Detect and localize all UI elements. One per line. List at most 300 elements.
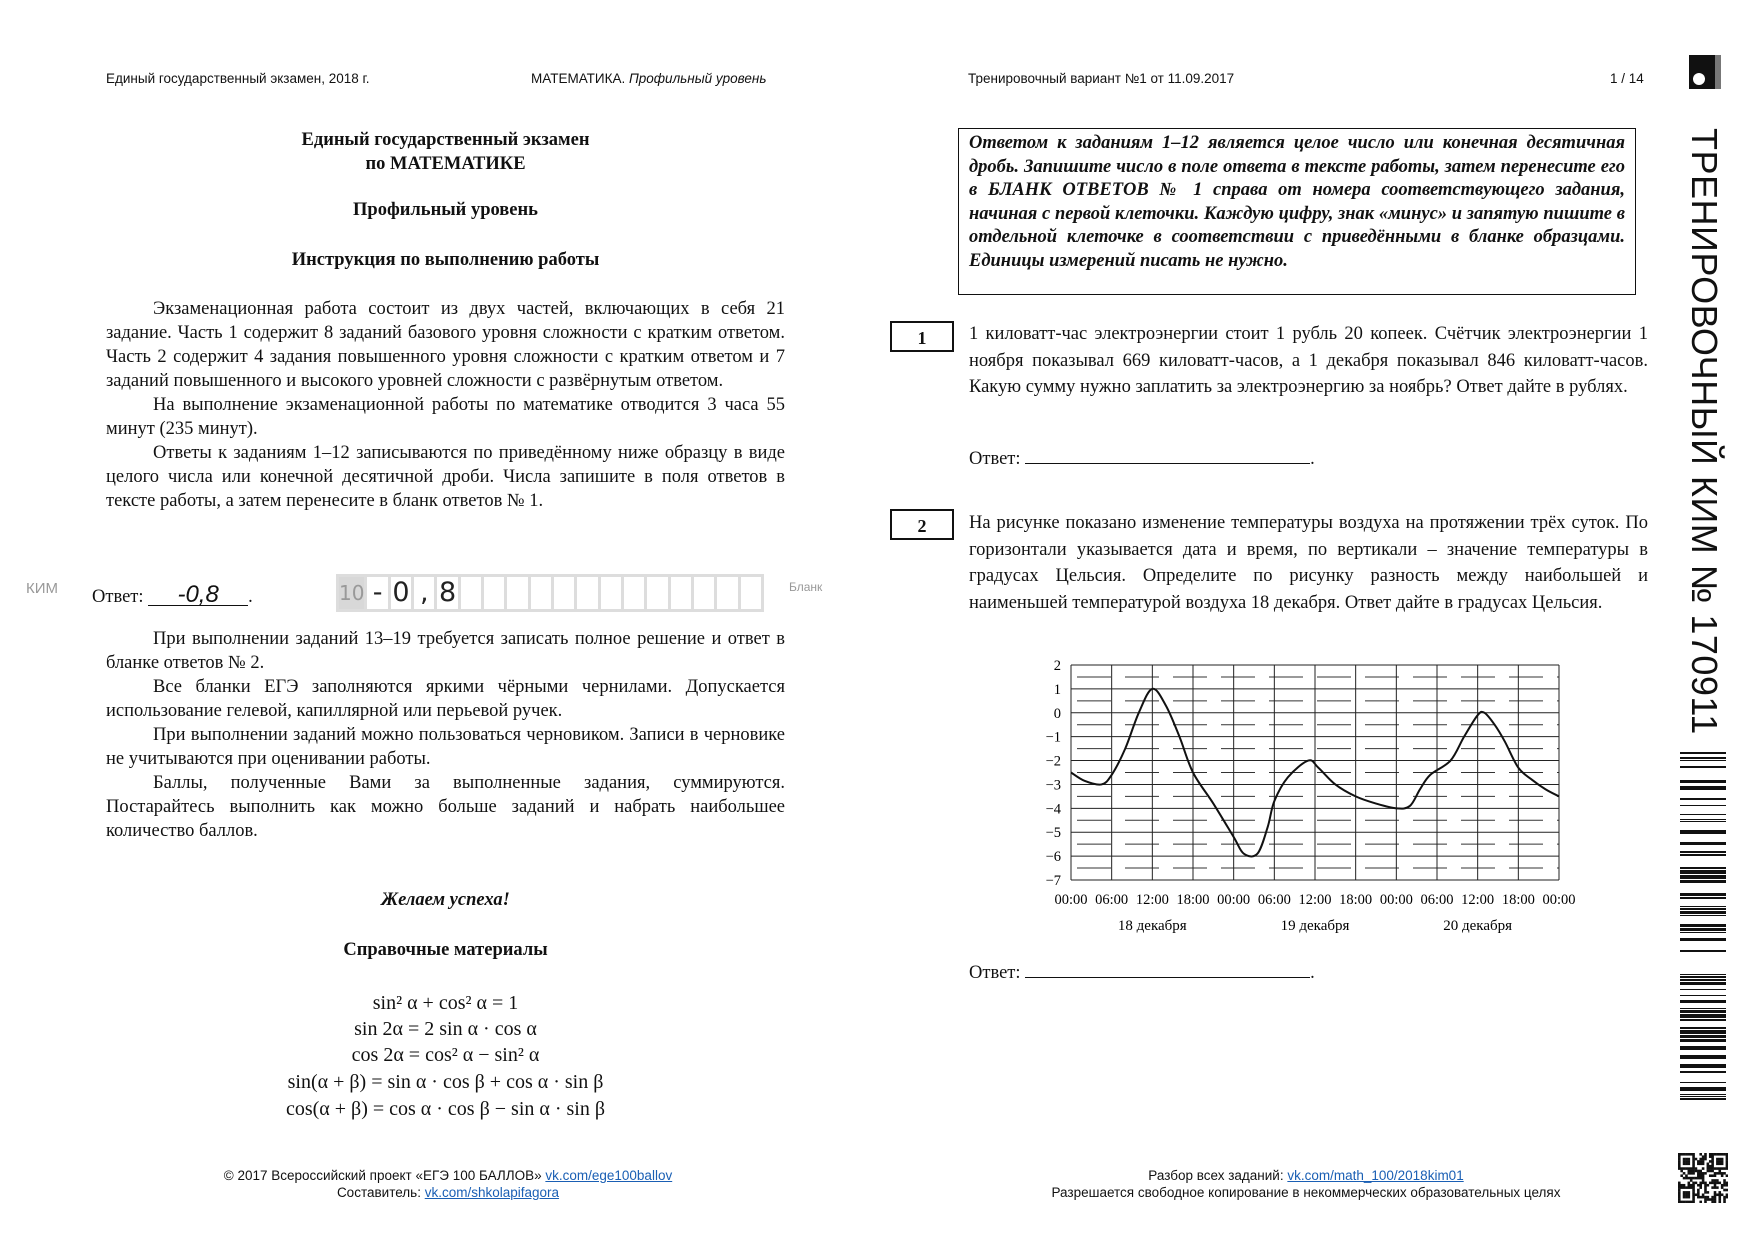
qr-module (1692, 1186, 1695, 1189)
qr-module (1718, 1196, 1721, 1199)
barcode-bar (1680, 989, 1726, 990)
qr-module (1707, 1184, 1710, 1187)
barcode-bar (1680, 995, 1726, 996)
barcode-bar (1680, 938, 1726, 941)
paragraph: Экзаменационная работа состоит из двух частей, включающих в себя 21 задание. Часть 1 содержит 8 заданий базового уровня сложности с кратким ответом. Часть 2 содержит 4 задания повышенного уровня сложности с кратким ответом и 7 заданий повышенного и высокого уровней сложности с развёрнутым ответом. (106, 299, 785, 391)
qr-module (1718, 1182, 1721, 1185)
qr-module (1692, 1182, 1695, 1185)
barcode-bar (1680, 950, 1726, 952)
qr-module (1702, 1182, 1705, 1185)
qr-module (1699, 1153, 1702, 1156)
formula: cos(α + β) = cos α · cos β − sin α · sin β (285, 1098, 606, 1120)
footer-right (956, 1167, 1656, 1201)
paragraph: При выполнении заданий можно пользоваться черновиком. Записи в черновике не учитываются при оценивании работы. (106, 725, 785, 769)
paragraph: Баллы, полученные Вами за выполненные задания, суммируются. Постарайтесь выполнить как можно больше заданий и набрать наибольшее количество баллов. (106, 773, 785, 841)
barcode-bar (1680, 875, 1726, 879)
barcode-bar (1680, 1035, 1726, 1038)
barcode-bar (1680, 932, 1726, 933)
qr-module (1702, 1196, 1705, 1199)
answer-cell: 0 (392, 577, 410, 608)
notice-box: Ответом к заданиям 1–12 является целое число или конечная десятичная дробь. Запишите число в поле ответа в тексте работы, затем перенесите его в БЛАНК ОТВЕТОВ № 1 справа от номера соответствующего задания, начиная с первой клеточки. Каждую цифру, знак «минус» и запятую пишите в отдельной клеточке в соответствии с приведёнными в бланке образцами. Единицы измерений писать не нужно. (958, 128, 1636, 295)
barcode-bar (1680, 880, 1726, 883)
qr-module (1726, 1193, 1728, 1196)
qr-module (1692, 1170, 1695, 1173)
qr-module (1711, 1155, 1714, 1158)
qr-module (1697, 1191, 1700, 1194)
answer-cell (624, 577, 644, 609)
qr-module (1709, 1165, 1712, 1168)
qr-module (1683, 1184, 1686, 1187)
qr-module (1709, 1153, 1712, 1156)
qr-module (1685, 1158, 1688, 1161)
qr-module (1702, 1193, 1705, 1196)
kim-label: КИМ (26, 580, 59, 597)
qr-module (1683, 1167, 1686, 1170)
qr-module (1699, 1170, 1702, 1173)
qr-module (1678, 1160, 1681, 1163)
qr-module (1699, 1172, 1702, 1175)
barcode-bar (1680, 906, 1726, 907)
answer-cell: , (414, 577, 434, 609)
qr-module (1692, 1167, 1695, 1170)
qr-module (1688, 1163, 1691, 1166)
answer-cell: 10 (339, 577, 364, 609)
paragraph: Все бланки ЕГЭ заполняются яркими чёрными чернилами. Допускается использование гелевой, капиллярной или перьевой ручек. (106, 677, 785, 721)
barcode-bar (1680, 786, 1726, 790)
qr-module (1695, 1158, 1698, 1161)
qr-module (1678, 1165, 1681, 1168)
qr-module (1704, 1158, 1707, 1161)
qr-module (1716, 1158, 1719, 1161)
x-tick-label: 12:00 (1461, 892, 1495, 908)
qr-module (1707, 1198, 1710, 1201)
link-ege100ballov[interactable]: vk.com/ege100ballov (545, 1168, 673, 1183)
barcode-bar (1680, 928, 1726, 931)
qr-module (1688, 1191, 1691, 1194)
barcode-bar (1680, 897, 1726, 899)
answer-cell (484, 577, 504, 609)
qr-module (1718, 1172, 1721, 1175)
y-tick-label: −5 (1045, 825, 1061, 842)
barcode-bar (1680, 893, 1726, 896)
title-line-2: по МАТЕМАТИКЕ (365, 154, 526, 174)
qr-module (1695, 1167, 1698, 1170)
qr-module (1714, 1201, 1717, 1203)
qr-module (1699, 1160, 1702, 1163)
qr-module (1690, 1201, 1693, 1203)
qr-module (1721, 1184, 1724, 1187)
barcode-bar (1680, 780, 1726, 783)
temperature-chart (1030, 650, 1590, 940)
qr-module (1718, 1158, 1721, 1161)
barcode-bar (1680, 915, 1726, 916)
barcode-bar (1680, 854, 1726, 856)
barcode-bar (1680, 766, 1726, 768)
qr-module (1709, 1182, 1712, 1185)
x-tick-label: 00:00 (1217, 892, 1251, 908)
barcode-bar (1680, 974, 1726, 975)
qr-module (1678, 1184, 1681, 1187)
qr-module (1692, 1160, 1695, 1163)
answer-field-2[interactable]: Ответ: . (969, 959, 1315, 984)
qr-module (1688, 1182, 1691, 1185)
qr-module (1716, 1167, 1719, 1170)
qr-module (1721, 1193, 1724, 1196)
handwritten-answer: -0,8 (148, 585, 248, 606)
qr-module (1716, 1186, 1719, 1189)
qr-module (1683, 1153, 1686, 1156)
qr-module (1699, 1201, 1702, 1203)
qr-module (1726, 1174, 1728, 1177)
instructions-bottom (106, 627, 785, 843)
barcode-bar (1680, 1008, 1726, 1009)
qr-module (1721, 1167, 1724, 1170)
y-tick-label: −3 (1045, 777, 1061, 794)
qr-module (1678, 1158, 1681, 1161)
qr-module (1690, 1179, 1693, 1182)
header-variant: Тренировочный вариант №1 от 11.09.2017 (968, 71, 1235, 86)
barcode-bar (1680, 814, 1726, 815)
qr-module (1726, 1184, 1728, 1187)
qr-module (1714, 1172, 1717, 1175)
barcode-bar (1680, 1094, 1726, 1095)
barcode-bar (1680, 1039, 1726, 1042)
qr-module (1704, 1153, 1707, 1156)
qr-module (1726, 1167, 1728, 1170)
qr-module (1716, 1182, 1719, 1185)
qr-module (1678, 1198, 1681, 1201)
answer-field-1[interactable]: Ответ: . (969, 445, 1315, 470)
qr-module (1726, 1165, 1728, 1168)
level: Профильный уровень (628, 71, 767, 86)
x-tick-label: 12:00 (1135, 892, 1169, 908)
qr-module (1723, 1189, 1726, 1192)
qr-module (1721, 1153, 1724, 1156)
qr-module (1711, 1186, 1714, 1189)
barcode-bar (1680, 870, 1726, 874)
qr-module (1721, 1174, 1724, 1177)
y-tick-label: −6 (1045, 849, 1061, 866)
qr-module (1704, 1186, 1707, 1189)
level-heading: Профильный уровень (353, 200, 538, 220)
qr-module (1726, 1160, 1728, 1163)
y-tick-label: −4 (1045, 801, 1061, 818)
qr-module (1690, 1167, 1693, 1170)
qr-module (1690, 1153, 1693, 1156)
qr-module (1678, 1186, 1681, 1189)
y-tick-label: 1 (1053, 681, 1061, 698)
qr-module (1711, 1196, 1714, 1199)
footer-left (148, 1167, 748, 1201)
qr-module (1688, 1158, 1691, 1161)
qr-module (1697, 1184, 1700, 1187)
qr-module (1723, 1153, 1726, 1156)
qr-module (1692, 1201, 1695, 1203)
qr-module (1723, 1172, 1726, 1175)
answer-cell (717, 577, 737, 609)
barcode-bar (1680, 1055, 1726, 1059)
qr-module (1718, 1163, 1721, 1166)
qr-module (1680, 1186, 1683, 1189)
qr-module (1688, 1193, 1691, 1196)
qr-module (1692, 1193, 1695, 1196)
qr-module (1685, 1193, 1688, 1196)
qr-module (1692, 1172, 1695, 1175)
qr-module (1685, 1186, 1688, 1189)
qr-module (1683, 1163, 1686, 1166)
qr-module (1685, 1177, 1688, 1180)
qr-module (1697, 1193, 1700, 1196)
qr-module (1711, 1182, 1714, 1185)
qr-module (1688, 1186, 1691, 1189)
barcode-bar (1680, 1046, 1726, 1050)
answer-label: Ответ: (92, 587, 144, 607)
qr-module (1723, 1182, 1726, 1185)
qr-module (1726, 1158, 1728, 1161)
qr-module (1697, 1189, 1700, 1192)
qr-module (1683, 1186, 1686, 1189)
qr-module (1702, 1177, 1705, 1180)
qr-module (1678, 1167, 1681, 1170)
qr-module (1697, 1177, 1700, 1180)
qr-module (1685, 1160, 1688, 1163)
qr-module (1723, 1198, 1726, 1201)
answer-cell (507, 577, 527, 609)
qr-module (1716, 1163, 1719, 1166)
qr-module (1723, 1196, 1726, 1199)
barcode-bar (1680, 1064, 1726, 1068)
qr-module (1714, 1184, 1717, 1187)
sample-answer: Ответ: -0,8 . (92, 581, 253, 608)
answer-cell (554, 577, 574, 609)
answer-cell (531, 577, 551, 609)
qr-module (1690, 1177, 1693, 1180)
solutions-label: Разбор всех заданий: (1148, 1168, 1284, 1183)
qr-module (1699, 1177, 1702, 1180)
qr-module (1695, 1193, 1698, 1196)
x-tick-label: 00:00 (1379, 892, 1413, 908)
answer-cell (601, 577, 621, 609)
qr-module (1704, 1184, 1707, 1187)
qr-module (1723, 1201, 1726, 1203)
qr-module (1723, 1167, 1726, 1170)
qr-module (1692, 1163, 1695, 1166)
qr-module (1685, 1163, 1688, 1166)
qr-module (1702, 1167, 1705, 1170)
qr-module (1726, 1189, 1728, 1192)
qr-module (1678, 1153, 1681, 1156)
barcode-bar (1680, 1071, 1726, 1073)
barcode-bar (1680, 821, 1726, 822)
qr-module (1688, 1184, 1691, 1187)
x-tick-label: 00:00 (1542, 892, 1576, 908)
qr-module (1707, 1170, 1710, 1173)
answer-cell (694, 577, 714, 609)
date-label: 19 декабря (1280, 918, 1350, 934)
qr-module (1707, 1163, 1710, 1166)
qr-module (1709, 1170, 1712, 1173)
qr-module (1704, 1198, 1707, 1201)
qr-module (1718, 1170, 1721, 1173)
qr-module (1695, 1170, 1698, 1173)
qr-module (1692, 1153, 1695, 1156)
x-tick-label: 18:00 (1501, 892, 1535, 908)
qr-module (1707, 1167, 1710, 1170)
qr-module (1683, 1158, 1686, 1161)
x-tick-label: 06:00 (1420, 892, 1454, 908)
qr-module (1711, 1174, 1714, 1177)
qr-module (1697, 1160, 1700, 1163)
qr-module (1704, 1155, 1707, 1158)
qr-module (1718, 1191, 1721, 1194)
x-tick-label: 18:00 (1339, 892, 1373, 908)
qr-module (1718, 1201, 1721, 1203)
qr-module (1718, 1160, 1721, 1163)
qr-module (1680, 1174, 1683, 1177)
qr-module (1678, 1201, 1681, 1203)
answer-cell (671, 577, 691, 609)
qr-module (1716, 1193, 1719, 1196)
qr-module (1678, 1196, 1681, 1199)
qr-module (1711, 1158, 1714, 1161)
qr-module (1688, 1153, 1691, 1156)
title-line-1: Единый государственный экзамен (301, 130, 590, 150)
qr-module (1704, 1189, 1707, 1192)
blank-label: Бланк (789, 580, 823, 594)
qr-module (1697, 1170, 1700, 1173)
qr-module (1688, 1167, 1691, 1170)
x-tick-label: 06:00 (1095, 892, 1129, 908)
qr-module (1711, 1165, 1714, 1168)
qr-module (1718, 1167, 1721, 1170)
qr-module (1711, 1163, 1714, 1166)
qr-module (1692, 1196, 1695, 1199)
answer-label: Ответ: (969, 963, 1021, 983)
qr-module (1692, 1189, 1695, 1192)
answer-cell (461, 577, 481, 609)
formula: sin(α + β) = sin α · cos β + cos α · sin β (287, 1071, 604, 1093)
barcode-bar (1680, 842, 1726, 845)
qr-module (1714, 1198, 1717, 1201)
qr-module (1699, 1186, 1702, 1189)
qr-module (1711, 1201, 1714, 1203)
barcode-bar (1680, 830, 1726, 834)
qr-module (1714, 1153, 1717, 1156)
qr-module (1714, 1196, 1717, 1199)
qr-module (1695, 1177, 1698, 1180)
x-tick-label: 00:00 (1054, 892, 1088, 908)
qr-module (1714, 1179, 1717, 1182)
y-tick-label: −2 (1045, 753, 1061, 770)
qr-module (1685, 1196, 1688, 1199)
barcode-bar (1680, 805, 1726, 806)
qr-module (1678, 1191, 1681, 1194)
qr-module (1678, 1163, 1681, 1166)
reference-heading: Справочные материалы (343, 940, 548, 960)
qr-module (1704, 1182, 1707, 1185)
qr-module (1726, 1155, 1728, 1158)
formula: cos 2α = cos² α − sin² α (351, 1044, 540, 1066)
qr-module (1726, 1163, 1728, 1166)
barcode-bar (1680, 752, 1726, 754)
answer-cell: 8 (439, 577, 457, 608)
paragraph: Ответы к заданиям 1–12 записываются по приведённому ниже образцу в виде целого числа или конечной десятичной дроби. Числа запишите в поля ответов в тексте работы, а затем перенесите в бланк ответов № 1. (106, 443, 785, 511)
link-math100[interactable]: vk.com/math_100/2018kim01 (1287, 1168, 1464, 1183)
paragraph: При выполнении заданий 13–19 требуется записать полное решение и ответ в бланке ответов № 2. (106, 629, 785, 673)
header-exam: Единый государственный экзамен, 2018 г. (106, 71, 370, 86)
qr-module (1688, 1201, 1691, 1203)
qr-module (1690, 1184, 1693, 1187)
barcode-bar (1680, 976, 1726, 978)
barcode-bar (1680, 1087, 1726, 1091)
qr-module (1702, 1179, 1705, 1182)
link-shkolapifagora[interactable]: vk.com/shkolapifagora (424, 1185, 560, 1200)
qr-module (1723, 1179, 1726, 1182)
formula: sin² α + cos² α = 1 (372, 992, 519, 1014)
qr-module (1692, 1177, 1695, 1180)
date-label: 18 декабря (1117, 918, 1187, 934)
qr-module (1688, 1160, 1691, 1163)
qr-module (1716, 1172, 1719, 1175)
task-text-2: На рисунке показано изменение температуры воздуха на протяжении трёх суток. По горизонтали указывается дата и время, по вертикали – значение температуры в градусах Цельсия. Определите по рисунку разность между наибольшей и наименьшей температурой воздуха 18 декабря. Ответ дайте в градусах Цельсия. (969, 513, 1648, 613)
y-tick-label: −1 (1045, 729, 1061, 746)
qr-module (1716, 1160, 1719, 1163)
qr-module (1685, 1201, 1688, 1203)
barcode-bar (1680, 979, 1726, 981)
qr-module (1683, 1193, 1686, 1196)
qr-module (1702, 1155, 1705, 1158)
barcode-bar (1680, 1014, 1726, 1018)
qr-module (1707, 1191, 1710, 1194)
x-tick-label: 18:00 (1176, 892, 1210, 908)
qr-module (1685, 1174, 1688, 1177)
instruction-heading: Инструкция по выполнению работы (291, 250, 600, 270)
qr-module (1678, 1155, 1681, 1158)
barcode-bar (1680, 908, 1726, 910)
task-number-1: 1 (890, 321, 954, 352)
y-tick-label: −7 (1045, 873, 1061, 889)
qr-module (1714, 1174, 1717, 1177)
barcode-bar (1680, 1096, 1726, 1097)
qr-module (1683, 1177, 1686, 1180)
answer-cell (741, 577, 761, 609)
qr-module (1688, 1172, 1691, 1175)
qr-module (1704, 1196, 1707, 1199)
qr-module (1711, 1179, 1714, 1182)
qr-module (1690, 1170, 1693, 1173)
qr-module (1690, 1186, 1693, 1189)
answer-cells-sample (336, 574, 764, 612)
qr-module (1683, 1201, 1686, 1203)
barcode-bar (1680, 851, 1726, 853)
y-tick-label: 0 (1053, 705, 1061, 722)
qr-module (1709, 1160, 1712, 1163)
qr-module (1683, 1191, 1686, 1194)
qr-module (1678, 1189, 1681, 1192)
qr-module (1711, 1153, 1714, 1156)
qr-module (1721, 1158, 1724, 1161)
qr-module (1718, 1193, 1721, 1196)
qr-module (1697, 1174, 1700, 1177)
qr-module (1683, 1196, 1686, 1199)
qr-module (1697, 1196, 1700, 1199)
qr-module (1699, 1174, 1702, 1177)
qr-module (1692, 1184, 1695, 1187)
barcode-bar (1680, 1030, 1726, 1034)
page-number: 1 / 14 (1610, 71, 1644, 86)
qr-code-icon (1678, 1153, 1728, 1203)
qr-module (1704, 1201, 1707, 1203)
